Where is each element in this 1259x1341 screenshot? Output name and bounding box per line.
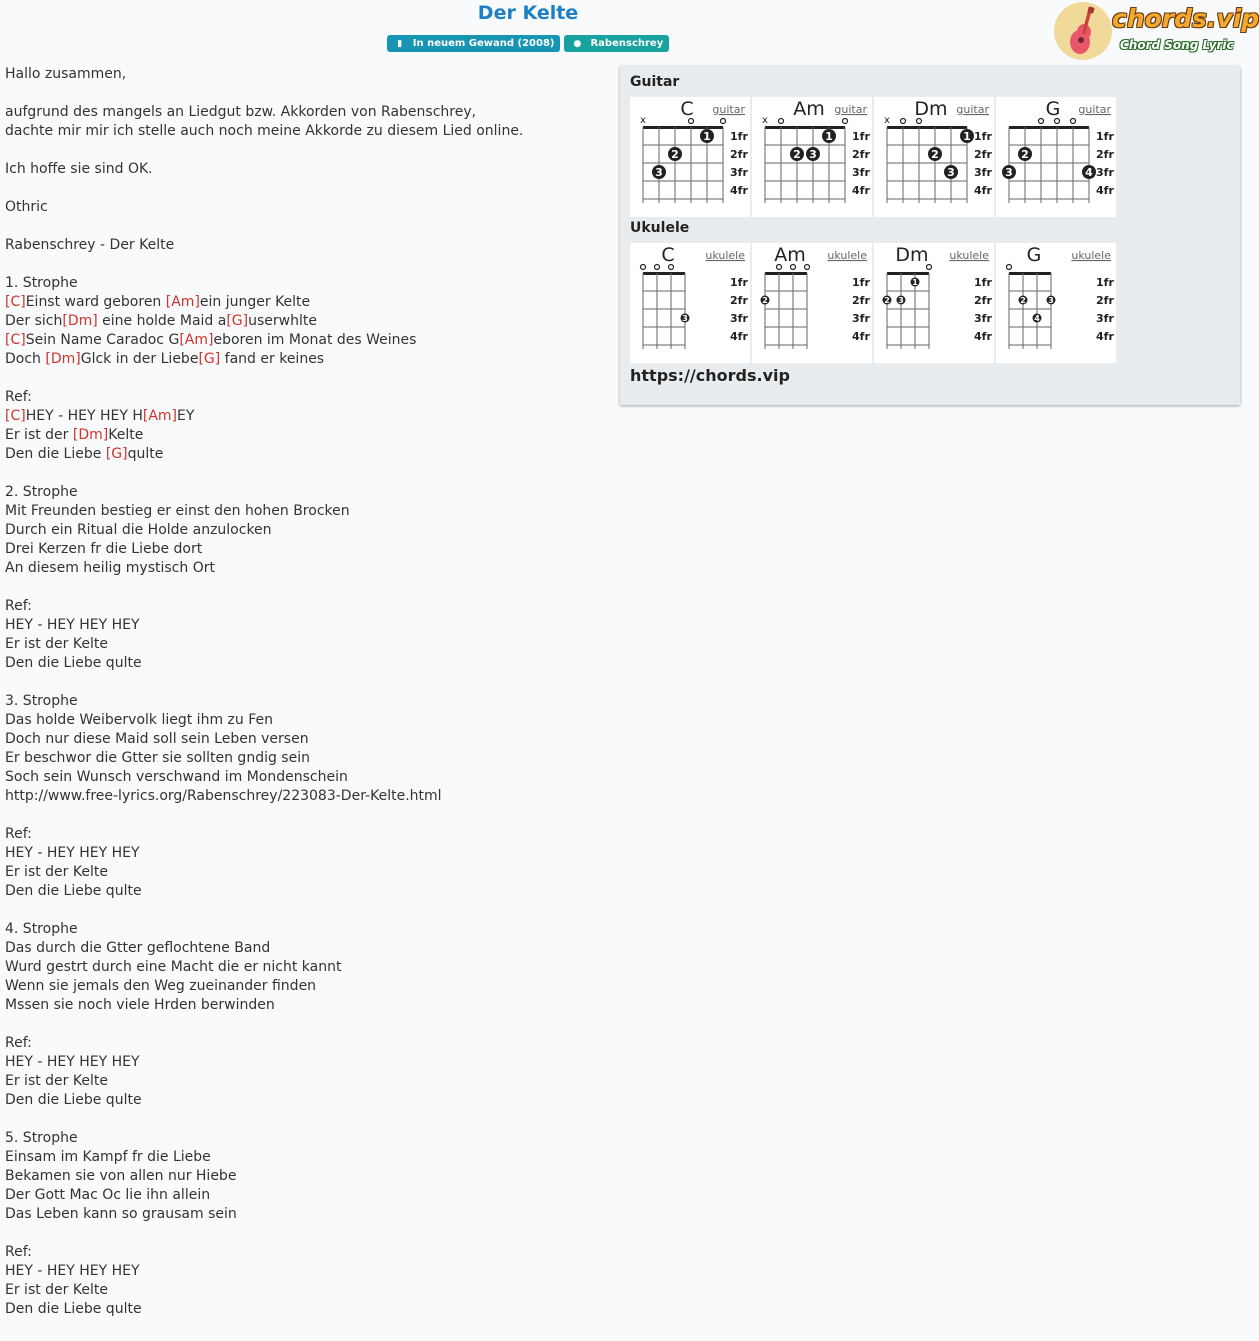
lyric-text: Er beschwor die Gtter sie sollten gndig sein	[5, 750, 310, 766]
lyrics-body	[5, 65, 615, 1319]
lyric-text: eboren im Monat des Weines	[213, 332, 417, 348]
lyric-line	[5, 65, 615, 84]
fret-label: 1fr	[852, 130, 870, 143]
lyric-line	[5, 749, 615, 768]
lyric-text: 4. Strophe	[5, 921, 78, 937]
chord-name: G	[1045, 98, 1061, 120]
lyric-text: Einsam im Kampf fr die Liebe	[5, 1149, 211, 1165]
lyric-line	[5, 559, 615, 578]
open-string-mark	[1071, 119, 1076, 124]
lyric-line	[5, 958, 615, 977]
lyric-line	[5, 730, 615, 749]
lyric-text: 5. Strophe	[5, 1130, 78, 1146]
lyric-text: fand er keines	[220, 351, 325, 367]
muted-string-mark: x	[640, 115, 646, 126]
chord-diagram-guitar-am[interactable]	[752, 97, 872, 217]
ukulele-icon	[1054, 2, 1112, 60]
lyric-line	[5, 996, 615, 1015]
nut	[1009, 272, 1051, 275]
finger-number: 3	[809, 147, 817, 161]
finger-number: 3	[1048, 295, 1054, 305]
lyric-text: userwhlte	[248, 313, 317, 329]
album-badge[interactable]	[387, 35, 561, 52]
site-logo[interactable]	[1054, 2, 1259, 64]
chord-type-link[interactable]: ukulele	[949, 249, 989, 262]
lyric-line	[5, 692, 615, 711]
fret-label: 2fr	[1096, 148, 1114, 161]
chord-marker[interactable]: [C]	[5, 294, 26, 310]
lyric-text: Er ist der Kelte	[5, 864, 108, 880]
fret-label: 2fr	[1096, 294, 1114, 307]
lyric-text: Kelte	[108, 427, 144, 443]
lyric-line	[5, 160, 615, 179]
lyric-text: 2. Strophe	[5, 484, 78, 500]
lyric-text: Doch nur diese Maid soll sein Leben versen	[5, 731, 309, 747]
fret-label: 1fr	[974, 130, 992, 143]
chord-name: Dm	[914, 98, 948, 120]
lyric-line	[5, 616, 615, 635]
chord-diagram-svg	[874, 97, 994, 217]
lyric-text: Wurd gestrt durch eine Macht die er nicht kannt	[5, 959, 342, 975]
fret-label: 2fr	[974, 148, 992, 161]
site-url-link[interactable]: https://chords.vip	[630, 366, 790, 385]
lyric-line	[5, 331, 615, 350]
lyric-line	[5, 635, 615, 654]
lyric-line	[5, 1186, 615, 1205]
lyric-line	[5, 654, 615, 673]
lyric-line	[5, 274, 615, 293]
blank-line	[5, 141, 615, 160]
nut	[887, 126, 967, 129]
chord-type-link[interactable]: ukulele	[827, 249, 867, 262]
book-icon: ▮	[397, 38, 403, 49]
lyric-line	[5, 1281, 615, 1300]
lyric-text: An diesem heilig mystisch Ort	[5, 560, 215, 576]
fret-label: 2fr	[730, 294, 748, 307]
blank-line	[5, 806, 615, 825]
song-meta-badges	[0, 35, 1056, 52]
chord-name: C	[680, 98, 694, 120]
fret-label: 4fr	[852, 330, 870, 343]
lyric-text: Ref:	[5, 826, 32, 842]
chord-type-link[interactable]: guitar	[956, 103, 989, 116]
lyric-text: Er ist der Kelte	[5, 636, 108, 652]
lyric-line	[5, 1053, 615, 1072]
lyric-line	[5, 521, 615, 540]
lyric-line	[5, 787, 615, 806]
lyric-line	[5, 825, 615, 844]
lyric-text: HEY - HEY HEY HEY	[5, 617, 140, 633]
finger-number: 3	[655, 165, 663, 179]
lyric-line	[5, 1262, 615, 1281]
lyric-text: Rabenschrey - Der Kelte	[5, 237, 175, 253]
open-string-mark	[779, 119, 784, 124]
lyric-line	[5, 350, 615, 369]
finger-number: 2	[793, 147, 801, 161]
fret-label: 3fr	[852, 166, 870, 179]
user-icon: ●	[573, 38, 582, 49]
fret-label: 3fr	[730, 312, 748, 325]
open-string-mark	[927, 265, 932, 270]
artist-label: Rabenschrey	[590, 38, 664, 49]
finger-number: 1	[703, 129, 711, 143]
chord-diagram-svg	[752, 243, 872, 363]
finger-number: 2	[671, 147, 679, 161]
chord-marker[interactable]: [Dm]	[45, 351, 81, 367]
finger-number: 3	[682, 313, 688, 323]
fret-label: 2fr	[852, 148, 870, 161]
fret-label: 4fr	[852, 184, 870, 197]
lyric-line	[5, 312, 615, 331]
lyric-text: HEY - HEY HEY H	[25, 408, 143, 424]
finger-number: 3	[898, 295, 904, 305]
finger-number: 2	[931, 147, 939, 161]
chord-name: G	[1026, 244, 1042, 266]
chord-diagram-ukulele-c[interactable]	[630, 243, 750, 363]
lyric-text: 1. Strophe	[5, 275, 78, 291]
lyric-text: Mit Freunden bestieg er einst den hohen Brocken	[5, 503, 350, 519]
lyric-text: Sein Name Caradoc G	[25, 332, 180, 348]
fret-label: 3fr	[974, 166, 992, 179]
lyric-text: Glck in der Liebe	[80, 351, 199, 367]
lyric-line	[5, 198, 615, 217]
blank-line	[5, 1224, 615, 1243]
lyric-line	[5, 445, 615, 464]
lyric-line	[5, 844, 615, 863]
fret-label: 2fr	[730, 148, 748, 161]
blank-line	[5, 901, 615, 920]
fret-label: 3fr	[974, 312, 992, 325]
nut	[887, 272, 929, 275]
chord-type-link[interactable]: guitar	[834, 103, 867, 116]
fret-label: 3fr	[730, 166, 748, 179]
lyric-line	[5, 1129, 615, 1148]
lyric-line	[5, 863, 615, 882]
lyric-text: Er ist der Kelte	[5, 1282, 108, 1298]
finger-number: 2	[1020, 295, 1026, 305]
logo-wordmark: chords.vip	[1112, 4, 1259, 33]
lyric-line	[5, 103, 615, 122]
chord-diagrams-panel	[620, 66, 1240, 405]
lyric-line	[5, 540, 615, 559]
finger-number: 3	[1005, 165, 1013, 179]
lyric-line	[5, 407, 615, 426]
fret-label: 1fr	[1096, 276, 1114, 289]
lyric-text: Den die Liebe qulte	[5, 1301, 142, 1317]
chord-diagram-ukulele-g[interactable]	[996, 243, 1116, 363]
fret-label: 1fr	[852, 276, 870, 289]
lyric-text: Ref:	[5, 389, 32, 405]
lyric-line	[5, 977, 615, 996]
lyric-text: Das holde Weibervolk liegt ihm zu Fen	[5, 712, 273, 728]
chord-marker[interactable]: [G]	[105, 446, 128, 462]
lyric-line	[5, 483, 615, 502]
fret-label: 4fr	[1096, 330, 1114, 343]
finger-number: 2	[884, 295, 890, 305]
chord-marker[interactable]: [Am]	[142, 408, 177, 424]
chord-diagram-ukulele-dm[interactable]	[874, 243, 994, 363]
lyric-line	[5, 1072, 615, 1091]
artist-badge[interactable]	[564, 35, 669, 52]
lyric-text: Ref:	[5, 1035, 32, 1051]
chord-diagram-guitar-g[interactable]	[996, 97, 1116, 217]
blank-line	[5, 179, 615, 198]
open-string-mark	[901, 119, 906, 124]
lyric-text: Er ist der Kelte	[5, 1073, 108, 1089]
lyric-text: 3. Strophe	[5, 693, 78, 709]
chord-marker[interactable]: [Am]	[165, 294, 200, 310]
chord-diagram-svg	[996, 243, 1116, 363]
lyric-text: aufgrund des mangels an Liedgut bzw. Akkorden von Rabenschrey,	[5, 104, 477, 120]
lyric-line	[5, 597, 615, 616]
chord-type-link[interactable]: ukulele	[705, 249, 745, 262]
lyric-text: Drei Kerzen fr die Liebe dort	[5, 541, 203, 557]
chord-marker[interactable]: [G]	[198, 351, 221, 367]
logo-circle	[1054, 2, 1112, 60]
chord-diagram-svg	[996, 97, 1116, 217]
lyric-text: Er ist der	[5, 427, 73, 443]
lyric-text: Den die Liebe qulte	[5, 655, 142, 671]
nut	[643, 126, 723, 129]
chord-marker[interactable]: [Am]	[179, 332, 214, 348]
fret-label: 2fr	[974, 294, 992, 307]
finger-number: 2	[1021, 147, 1029, 161]
chord-marker[interactable]: [C]	[5, 408, 26, 424]
section-title-ukulele: Ukulele	[630, 220, 690, 236]
lyric-line	[5, 1034, 615, 1053]
finger-number: 1	[912, 277, 918, 287]
fret-label: 1fr	[1096, 130, 1114, 143]
chord-marker[interactable]: [Dm]	[62, 313, 98, 329]
lyric-text: Den die Liebe qulte	[5, 883, 142, 899]
logo-tagline: Chord Song Lyric	[1120, 38, 1234, 52]
lyric-text: Einst ward geboren	[25, 294, 166, 310]
open-string-mark	[1007, 265, 1012, 270]
lyric-text: Bekamen sie von allen nur Hiebe	[5, 1168, 237, 1184]
fret-label: 1fr	[974, 276, 992, 289]
song-title: Der Kelte	[477, 2, 579, 24]
chord-diagram-ukulele-am[interactable]	[752, 243, 872, 363]
fret-label: 3fr	[852, 312, 870, 325]
lyric-text: EY	[177, 408, 195, 424]
chord-type-link[interactable]: guitar	[1078, 103, 1111, 116]
open-string-mark	[843, 119, 848, 124]
chord-diagram-guitar-dm[interactable]	[874, 97, 994, 217]
lyric-text: eine holde Maid a	[97, 313, 227, 329]
lyric-text: Der sich	[5, 313, 63, 329]
open-string-mark	[655, 265, 660, 270]
chord-name: Am	[793, 98, 825, 120]
lyric-text: HEY - HEY HEY HEY	[5, 1054, 140, 1070]
lyric-text: Hallo zusammen,	[5, 66, 127, 82]
muted-string-mark: x	[884, 115, 890, 126]
finger-number: 1	[825, 129, 833, 143]
album-label: In neuem Gewand (2008)	[412, 38, 555, 49]
chord-diagram-svg	[752, 97, 872, 217]
blank-line	[5, 369, 615, 388]
lyric-line	[5, 1205, 615, 1224]
chord-marker[interactable]: [Dm]	[72, 427, 109, 443]
open-string-mark	[1039, 119, 1044, 124]
lyric-line	[5, 1167, 615, 1186]
finger-number: 3	[947, 165, 955, 179]
chord-diagram-svg	[630, 243, 750, 363]
chord-diagram-guitar-c[interactable]	[630, 97, 750, 217]
finger-number: 1	[963, 129, 971, 143]
fret-label: 1fr	[730, 276, 748, 289]
fret-label: 2fr	[852, 294, 870, 307]
lyric-line	[5, 1300, 615, 1319]
chord-diagram-svg	[874, 243, 994, 363]
lyric-line	[5, 236, 615, 255]
fret-label: 3fr	[1096, 312, 1114, 325]
lyric-line	[5, 502, 615, 521]
section-title-guitar: Guitar	[630, 74, 680, 90]
nut	[643, 272, 685, 275]
finger-number: 2	[762, 295, 768, 305]
chord-name: C	[661, 244, 675, 266]
lyric-text: dachte mir mir ich stelle auch noch meine Akkorde zu diesem Lied online.	[5, 123, 524, 139]
lyric-text: Das Leben kann so grausam sein	[5, 1206, 237, 1222]
blank-line	[5, 578, 615, 597]
lyric-text: HEY - HEY HEY HEY	[5, 1263, 140, 1279]
chord-name: Dm	[895, 244, 929, 266]
fret-label: 4fr	[974, 330, 992, 343]
fret-label: 4fr	[974, 184, 992, 197]
lyric-line	[5, 1091, 615, 1110]
lyric-line	[5, 1148, 615, 1167]
open-string-mark	[721, 119, 726, 124]
fret-label: 4fr	[730, 330, 748, 343]
lyric-text: ein junger Kelte	[199, 294, 311, 310]
blank-line	[5, 673, 615, 692]
blank-line	[5, 1015, 615, 1034]
chord-marker[interactable]: [C]	[5, 332, 26, 348]
chord-marker[interactable]: [G]	[226, 313, 249, 329]
lyric-line	[5, 293, 615, 312]
lyric-text: Das durch die Gtter geflochtene Band	[5, 940, 271, 956]
chord-type-link[interactable]: ukulele	[1071, 249, 1111, 262]
lyric-line	[5, 711, 615, 730]
lyric-text: Ref:	[5, 1244, 32, 1260]
fret-label: 1fr	[730, 130, 748, 143]
blank-line	[5, 217, 615, 236]
lyric-text: Ich hoffe sie sind OK.	[5, 161, 153, 177]
lyric-text: Der Gott Mac Oc lie ihn allein	[5, 1187, 211, 1203]
lyric-line	[5, 388, 615, 407]
chord-type-link[interactable]: guitar	[712, 103, 745, 116]
chord-diagram-svg	[630, 97, 750, 217]
blank-line	[5, 1110, 615, 1129]
finger-number: 4	[1085, 165, 1093, 179]
lyric-text: Soch sein Wunsch verschwand im Mondenschein	[5, 769, 348, 785]
muted-string-mark: x	[762, 115, 768, 126]
nut	[1009, 126, 1089, 129]
open-string-mark	[805, 265, 810, 270]
fret-label: 4fr	[1096, 184, 1114, 197]
open-string-mark	[641, 265, 646, 270]
lyric-line	[5, 426, 615, 445]
lyric-text: Mssen sie noch viele Hrden berwinden	[5, 997, 275, 1013]
lyric-text: Den die Liebe	[5, 446, 106, 462]
nut	[765, 272, 807, 275]
blank-line	[5, 84, 615, 103]
chord-name: Am	[774, 244, 806, 266]
lyric-text: HEY - HEY HEY HEY	[5, 845, 140, 861]
lyric-text: Den die Liebe qulte	[5, 1092, 142, 1108]
lyric-line	[5, 1243, 615, 1262]
fret-label: 3fr	[1096, 166, 1114, 179]
lyric-text: http://www.free-lyrics.org/Rabenschrey/223083-Der-Kelte.html	[5, 788, 442, 804]
blank-line	[5, 464, 615, 483]
lyric-text: Ref:	[5, 598, 32, 614]
lyric-line	[5, 939, 615, 958]
lyric-text: Doch	[5, 351, 46, 367]
lyric-line	[5, 882, 615, 901]
lyric-text: Durch ein Ritual die Holde anzulocken	[5, 522, 272, 538]
blank-line	[5, 255, 615, 274]
lyric-text: Othric	[5, 199, 48, 215]
lyric-text: qulte	[127, 446, 164, 462]
nut	[765, 126, 845, 129]
lyric-text: Wenn sie jemals den Weg zueinander finden	[5, 978, 317, 994]
finger-number: 4	[1034, 313, 1040, 323]
fret-label: 4fr	[730, 184, 748, 197]
lyric-line	[5, 768, 615, 787]
lyric-line	[5, 920, 615, 939]
lyric-line	[5, 122, 615, 141]
